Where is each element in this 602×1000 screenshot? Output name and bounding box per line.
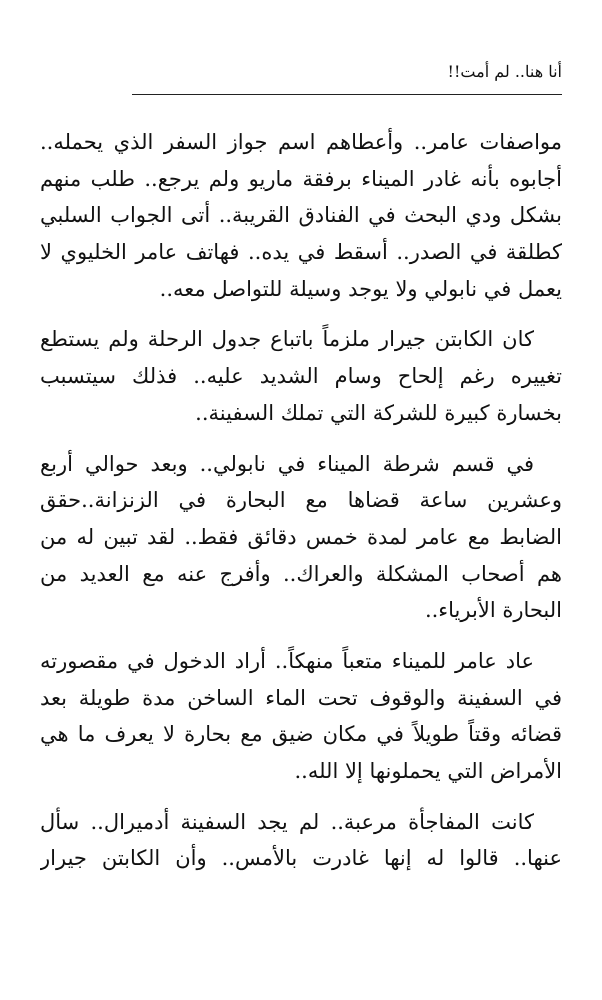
paragraph: [40, 321, 562, 431]
text-line: بشكل ودي البحث في الفنادق القريبة.. أتى الجواب السلبي: [40, 203, 562, 228]
text-line: عاد عامر للميناء متعباً منهكاً.. أراد الدخول في مقصورته: [40, 648, 534, 673]
text-line: بخسارة كبيرة للشركة التي تملك السفينة..: [195, 400, 562, 425]
text-line: قضائه وقتاً طويلاً في مكان ضيق مع بحارة لا يعرف ما هي: [40, 722, 562, 747]
paragraph: [40, 446, 562, 629]
text-line: في السفينة والوقوف تحت الماء الساخن مدة طويلة بعد: [40, 685, 562, 710]
text-line: كانت المفاجأة مرعبة.. لم يجد السفينة أدميرال.. سأل: [40, 809, 534, 834]
text-line: هم أصحاب المشكلة والعراك.. وأفرج عنه مع العديد من: [40, 561, 562, 586]
text-line: وعشرين ساعة قضاها مع البحارة في الزنزانة..حقق: [40, 488, 562, 513]
body-text: [40, 124, 562, 891]
text-line: الضابط مع عامر لمدة خمس دقائق فقط.. لقد تبين له من: [40, 524, 562, 549]
paragraph: [40, 804, 562, 877]
paragraph: [40, 124, 562, 307]
text-line: عنها.. قالوا له إنها غادرت بالأمس.. وأن الكابتن جيرار: [40, 846, 562, 871]
running-header: [132, 58, 562, 95]
text-line: كان الكابتن جيرار ملزماً باتباع جدول الرحلة ولم يستطع: [40, 327, 534, 352]
text-line: الأمراض التي يحملونها إلا الله..: [294, 759, 562, 783]
text-line: في قسم شرطة الميناء في نابولي.. وبعد حوالي أربع: [40, 451, 534, 476]
text-line: البحارة الأبرياء..: [424, 598, 562, 623]
running-title: أنا هنا.. لم أمت!!: [447, 62, 562, 81]
text-line: مواصفات عامر.. وأعطاهم اسم جواز السفر الذي يحمله..: [40, 130, 562, 154]
text-line: كطلقة في الصدر.. أسقط في يده.. فهاتف عامر الخليوي لا: [40, 240, 562, 265]
text-line: أجابوه بأنه غادر الميناء برفقة ماريو ولم يرجع.. طلب منهم: [40, 166, 562, 191]
text-line: يعمل في نابولي ولا يوجد وسيلة للتواصل معه..: [159, 276, 562, 301]
paragraph: [40, 643, 562, 790]
text-line: تغييره رغم إلحاح وسام الشديد عليه.. فذلك سيتسبب: [40, 364, 562, 389]
